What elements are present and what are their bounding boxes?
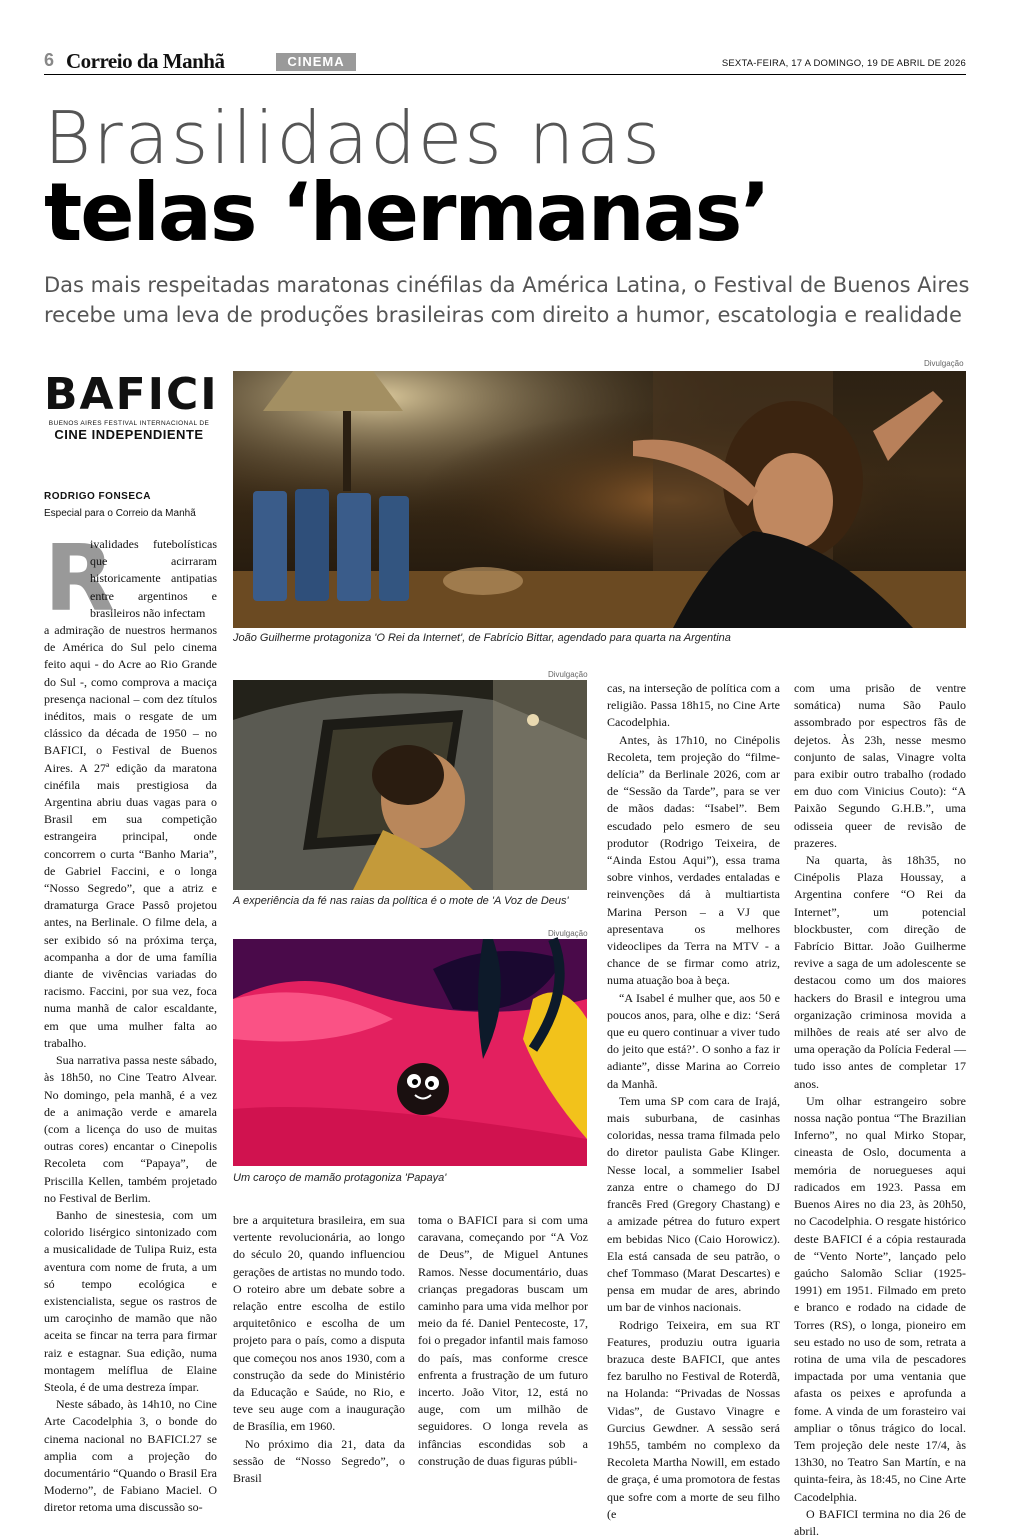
bafici-logo-subtitle: CINE INDEPENDIENTE [54,427,204,442]
paragraph: “A Isabel é mulher que, aos 50 e poucos anos, para, olhe e diz: ‘Será que eu quero continuar a viver tudo do jeito que está?’. O sonho a faz ir adiante”, disse Marina ao Correio da Manhã. [607,990,780,1091]
header-rule [44,74,966,75]
paragraph: Neste sábado, às 14h10, no Cine Arte Cacodelphia 3, o bonde do cinema nacional no BAFICI.27 se amplia com a projeção do documentário “Quando o Brasil Era Moderno”, de Fabiano Maciel. O diretor retoma uma discussão so- [44,1397,217,1515]
article-column-2 [233,1212,405,1487]
bafici-logo-name: BAFICI [44,369,219,420]
bafici-logo [44,369,219,454]
paragraph: Banho de sinestesia, com um colorido lisérgico sintonizado com a musicalidade de Tulipa Ruiz, esta aventura com nome de fruta, a um só tempo ecológica e existencialista, segue os rastros de um caroçinho de mamão que não aceita se fincar na terra para firmar raiz e estagnar. Sua edição, numa montagem melíflua de Elaine Steola, é de uma destreza ímpar. [44,1207,217,1394]
deck: Das mais respeitadas maratonas cinéfilas da América Latina, o Festival de Buenos Aires recebe uma leva de produções brasileiras com direito a humor, escatologia e realidade [44,273,970,327]
paragraph: Tem uma SP com cara de Irajá, mais suburbana, de casinhas coloridas, nessa trama filmada pelo do diretor paulista Gabe Klinger. Nesse local, a sommelier Isabel zanza entre o chamego do DJ francês Fred (Gregory Chastang) e a amizade pétrea do futuro expert em bebidas Nico (Caio Horowicz). Ela está cansada de seu patrão, o chef Tommaso (Marat Descartes) e pensa em mudar de ares, abrindo um bar de vinhos nacionais. [607,1093,780,1315]
paragraph: Antes, às 17h10, no Cinépolis Recoleta, tem projeção do “filme-delícia” da Berlinale 2026, com ar de “Sessão da Tarde”, para se ver de mãos dadas: “Isabel”. Bem escudado pelo esmero de seu produtor (Rodrigo Teixeira, de “Ainda Estou Aqui”), essa trama sobre vinhos, verdades entaladas e reinvenções dá à multiartista Marina Person – a VJ que apresentava os melhores videoclipes da Terra na MTV - a chance de se firmar como atriz, numa atuação boa à beça. [607,732,780,988]
photo-a-voz-de-deus [233,680,587,890]
article-column-5 [794,680,966,1540]
section-label: CINEMA [276,53,356,71]
paragraph: Um olhar estrangeiro sobre nossa nação pontua “The Brazilian Inferno”, no qual Mirko Stopar, cineasta de Oslo, documenta a memória de noruegueses aqui radicados em 1923. Passa em Buenos Aires no dia 23, às 20h50, no Cacodelphia. O resgate histórico deste BAFICI é a cópia restaurada de “Vento Norte”, lançado pelo gaúcho Salomão Scliar (1925-1991) em 1951. Filmado em preto e branco e rodado na cidade de Torres (RS), o longa, pioneiro em seu estado no uso de som, retrata a rotina de uma vila de pescadores impactada por uma ventania que afasta os peixes e aprofunda a fome. A vinda de um forasteiro vai ampliar o tônus trágico do local. Tem projeção dele neste 17/4, às 13h30, no Teatro San Martín, e na quinta-feira, às 18:45, no Cine Arte Cacodelphia. [794,1093,966,1504]
page-header [44,50,966,74]
page-number: 6 [44,50,55,70]
paragraph: com uma prisão de ventre somática) numa São Paulo assombrado por espectros fãs de dejetos. Às 23h, nesse mesmo conjunto de salas, Vinagre volta para exibir outro trabalho (rodado em duo com Vinicius Couto): “A Paixão Segundo G.H.B.”, uma odisseia queer de revisão de prazeres. [794,681,966,850]
photo-credit: Divulgação [548,929,588,938]
paragraph: a admiração de nuestros hermanos de América do Sul pelo cinema feito aqui - do Acre ao Rio Grande do Sul -, como comprova a maciça presença nacional – com dez títulos inéditos, mais o resgate de um clássico da década de 1950 – no BAFICI, o Festival de Buenos Aires. A 27ª edição da maratona cinéfila mais prestigiosa da Argentina abriu duas vagas para o Brasil em sua competição estrangeira principal, onde concorrem o curta “Banho Maria”, de Gabriel Faccini, e o longa “Nosso Segredo”, que a atriz e dramaturga Grace Passô projetou antes, na Berlinale. O filme dela, a ser exibido só na próxima terça, acompanha a dor de uma família diante de vivências variadas do racismo. Faccini, por sua vez, foca numa manhã de calor escaldante, em que uma mulher falta ao trabalho. [44,623,217,1050]
paragraph: cas, na interseção de política com a religião. Passa 18h15, no Cine Arte Cacodelphia. [607,681,780,730]
edition-date: SEXTA-FEIRA, 17 A DOMINGO, 19 DE ABRIL DE 2026 [721,58,966,69]
paragraph: bre a arquitetura brasileira, em sua vertente revolucionária, ao longo do século 20, quando influenciou gerações de artistas no mundo todo. O roteiro abre um debate sobre a relação entre escolha de estilo arquitetônico e escolha de um projeto para o país, como a disputa que começou nos anos 1930, com a construção da sede do Ministério da Educação e Saúde, no Rio, e teve seu auge com a inauguração de Brasília, em 1960. [233,1213,405,1434]
paragraph: Rodrigo Teixeira, em sua RT Features, produziu outra iguaria brazuca deste BAFICI, que antes fez barulho no Festival de Roterdã, na Holanda: “Privadas de Nossas Vidas”, de Gustavo Vinagre e Gurcius Gewdner. A sessão será 19h55, também no complexo da Recoleta Martha Nowill, em estado de graça, é uma promotora de festas que sofre com a morte de seu filho (e [607,1317,780,1521]
photo-rei-da-internet-art [233,371,966,628]
bafici-logo-tagline: BUENOS AIRES FESTIVAL INTERNACIONAL DE [48,420,210,427]
paragraph: toma o BAFICI para si com uma caravana, começando por “A Voz de Deus”, de Miguel Antunes Ramos. Nesse documentário, duas crianças pregadoras buscam um caminho para uma vida melhor por meio da fé. Daniel Pentecoste, 17, foi o pregador infantil mais famoso do país, mas conforme cresce enfrenta a frustração de um futuro incerto. João Vitor, 12, está no auge, com um milhão de seguidores. O longa revela as infâncias escondidas sob a construção de duas figuras públi- [418,1213,588,1468]
byline-author: RODRIGO FONSECA [44,491,151,502]
photo-caption: João Guilherme protagoniza 'O Rei da Internet', de Fabrício Bittar, agendado para quarta na Argentina [233,632,731,644]
headline-line-1: Brasilidades nas [44,96,662,180]
photo-credit: Divulgação [548,670,588,679]
article-opening: ivalidades futebolísticas que acirraram historicamente antipatias entre argentinos e brasileiros não infectam [90,537,217,620]
article-column-1 [44,525,217,1517]
publication-name: Correio da Manhã [66,49,225,73]
photo-papaya [233,939,587,1166]
photo-a-voz-de-deus-art [233,680,587,890]
article-column-4 [607,680,780,1523]
photo-caption: A experiência da fé nas raias da política é o mote de 'A Voz de Deus' [233,895,569,907]
paragraph: Sua narrativa passa neste sábado, às 18h50, no Cine Teatro Alvear. No domingo, pela manhã, é a vez de a animação verde e amarela (com a licença do uso de muitas outras cores) encantar o Cinepolis Recoleta com “Papaya”, de Priscilla Kellen, também projetado no Festival de Berlim. [44,1053,217,1205]
photo-rei-da-internet [233,371,966,628]
photo-credit: Divulgação [924,359,964,368]
headline-line-2: telas ‘hermanas’ [44,166,769,259]
byline-role: Especial para o Correio da Manhã [44,508,196,519]
photo-papaya-art [233,939,587,1166]
paragraph: Na quarta, às 18h35, no Cinépolis Plaza Houssay, a Argentina confere “O Rei da Internet”, um potencial blockbuster, com direção de Fabrício Bittar. João Guilherme revive a saga de um adolescente se destacou como um dos maiores hackers do Brasil e integrou uma organização criminosa movida a milhões de reais até ser alvo de uma operação da Polícia Federal — tudo isso antes de completar 17 anos. [794,853,966,1091]
paragraph: O BAFICI termina no dia 26 de abril. [794,1506,966,1538]
drop-cap: R [44,525,115,632]
photo-caption: Um caroço de mamão protagoniza 'Papaya' [233,1172,447,1184]
paragraph: No próximo dia 21, data da sessão de “Nosso Segredo”, o Brasil [233,1436,405,1486]
article-column-3 [418,1212,588,1470]
